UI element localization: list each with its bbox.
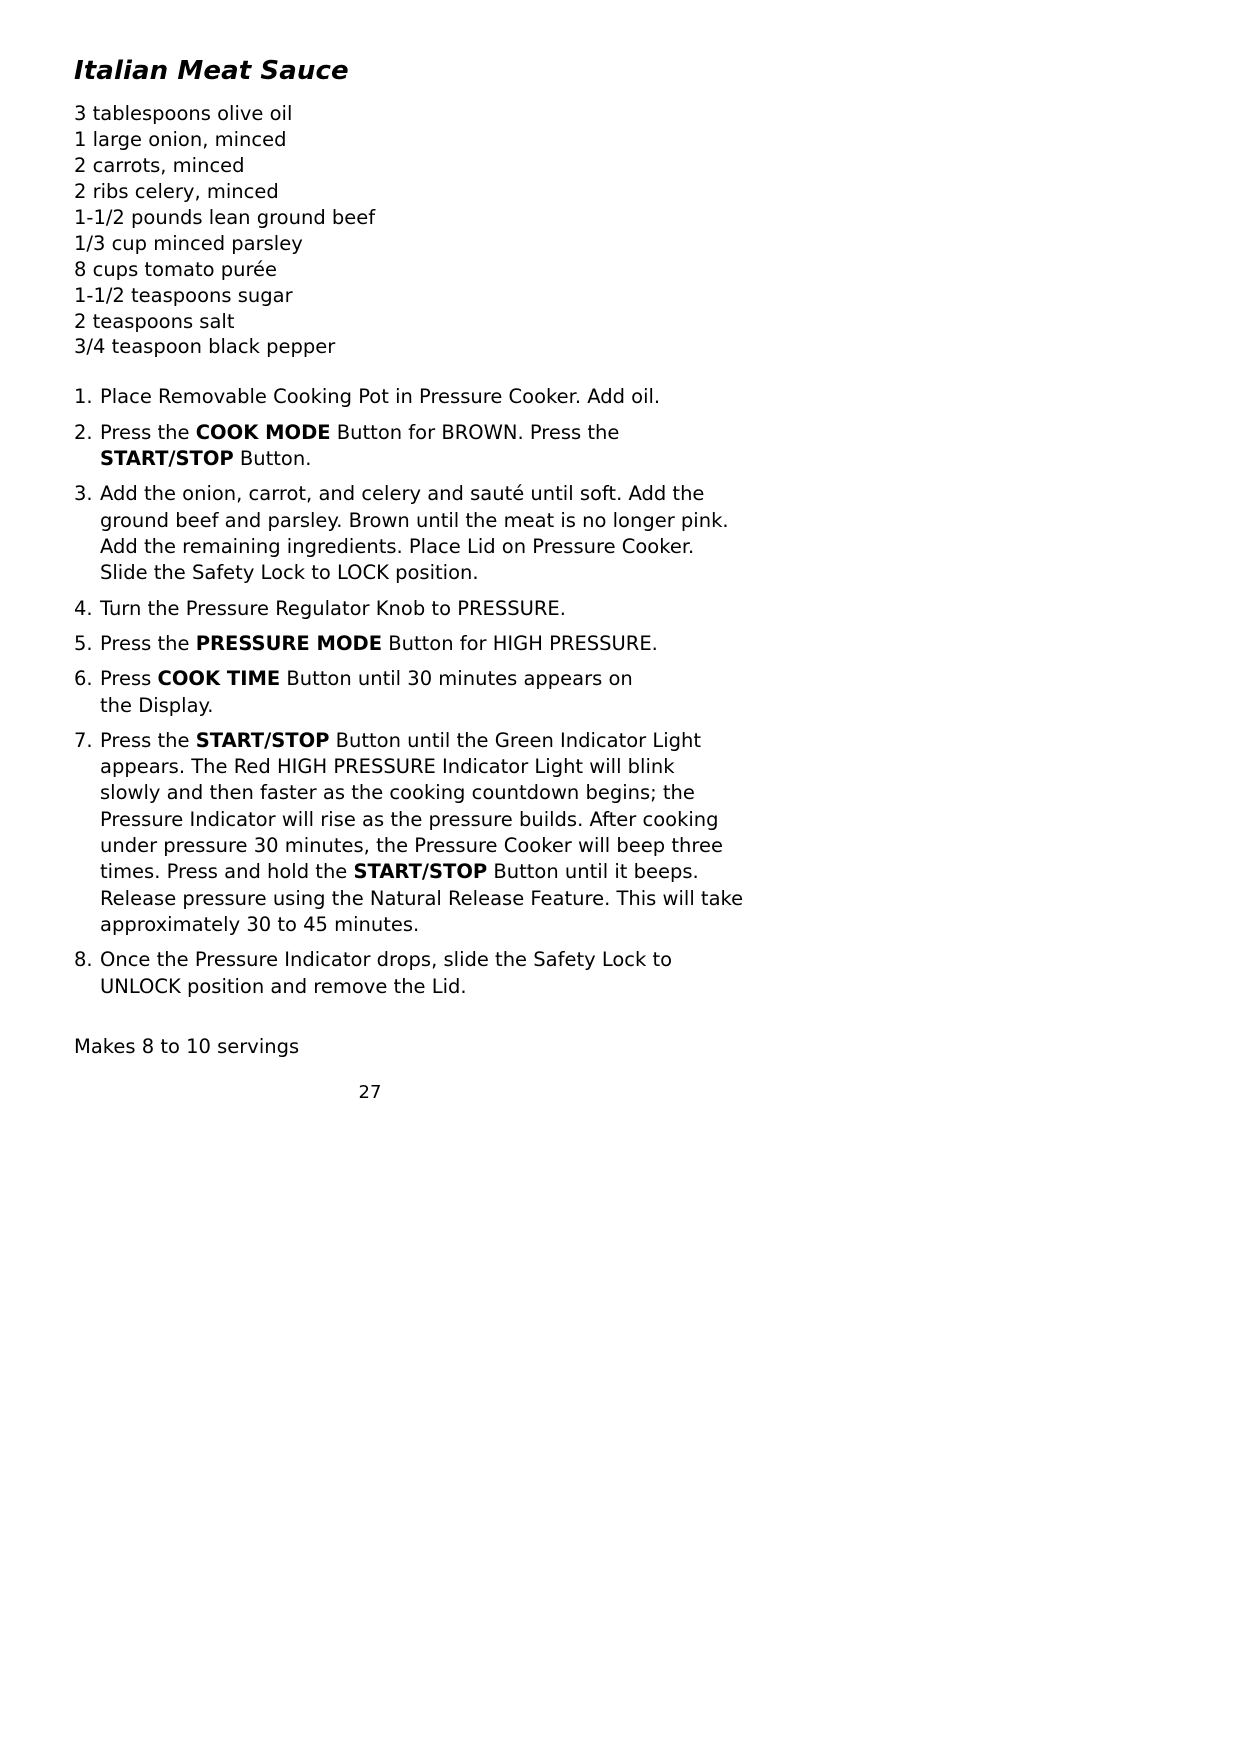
list-item: 2 teaspoons salt [74, 309, 235, 333]
list-item: 1 large onion, minced [74, 128, 287, 152]
step-text: Press the COOK MODE Button for BROWN. Press the START/STOP Button. [100, 420, 620, 471]
step-text: Turn the Pressure Regulator Knob to PRESSURE. [100, 596, 566, 620]
list-item: 3/4 teaspoon black pepper [74, 335, 336, 359]
list-item: 1-1/2 pounds lean ground beef [74, 205, 376, 229]
step-number: 2. [74, 420, 93, 444]
step-number: 1. [74, 385, 93, 409]
list-item: 1/3 cup minced parsley [74, 231, 303, 255]
list-item [74, 728, 774, 939]
list-item [74, 631, 774, 657]
step-text: Once the Pressure Indicator drops, slide the Safety Lock to UNLOCK position and remove the Lid. [100, 948, 673, 998]
recipe-content [74, 56, 774, 1060]
list-item [74, 596, 774, 622]
step-number: 6. [74, 667, 93, 691]
list-item [74, 481, 774, 586]
list-item [74, 420, 774, 473]
ingredients-list [74, 101, 774, 360]
step-number: 4. [74, 596, 93, 620]
step-text: Press COOK TIME Button until 30 minutes appears on the Display. [100, 667, 633, 717]
list-item [74, 666, 774, 719]
step-number: 8. [74, 948, 93, 972]
list-item [74, 384, 774, 410]
page-title: Italian Meat Sauce [74, 56, 349, 86]
step-text: Press the PRESSURE MODE Button for HIGH PRESSURE. [100, 631, 658, 655]
step-text: Place Removable Cooking Pot in Pressure Cooker. Add oil. [100, 385, 661, 409]
step-number: 7. [74, 728, 93, 752]
list-item: 3 tablespoons olive oil [74, 102, 293, 126]
list-item: 2 carrots, minced [74, 154, 245, 178]
step-number: 5. [74, 631, 93, 655]
list-item [74, 947, 774, 1000]
list-item: 1-1/2 teaspoons sugar [74, 283, 293, 307]
list-item: 2 ribs celery, minced [74, 179, 279, 203]
step-text: Press the START/STOP Button until the Green Indicator Light appears. The Red HIGH PRESSURE Indicator Light will blink slowly and then faster as the cooking countdown begins; the Pressure Indicator will rise as the pressure builds. After cooking under pressure 30 minutes, the Pressure Cooker will beep three times. Press and hold the START/STOP Button until it beeps. Release pressure using the Natural Release Feature. This will take approximately 30 to 45 minutes. [100, 728, 744, 937]
instructions-list [74, 384, 774, 1000]
servings-text: Makes 8 to 10 servings [74, 1034, 300, 1058]
page-number: 27 [358, 1082, 382, 1103]
list-item: 8 cups tomato purée [74, 257, 278, 281]
step-text: Add the onion, carrot, and celery and sauté until soft. Add the ground beef and parsley. Brown until the meat is no longer pink. Add the remaining ingredients. Place Lid on Pressure Cooker. Slide the Safety Lock to LOCK position. [100, 482, 729, 585]
step-number: 3. [74, 482, 93, 506]
